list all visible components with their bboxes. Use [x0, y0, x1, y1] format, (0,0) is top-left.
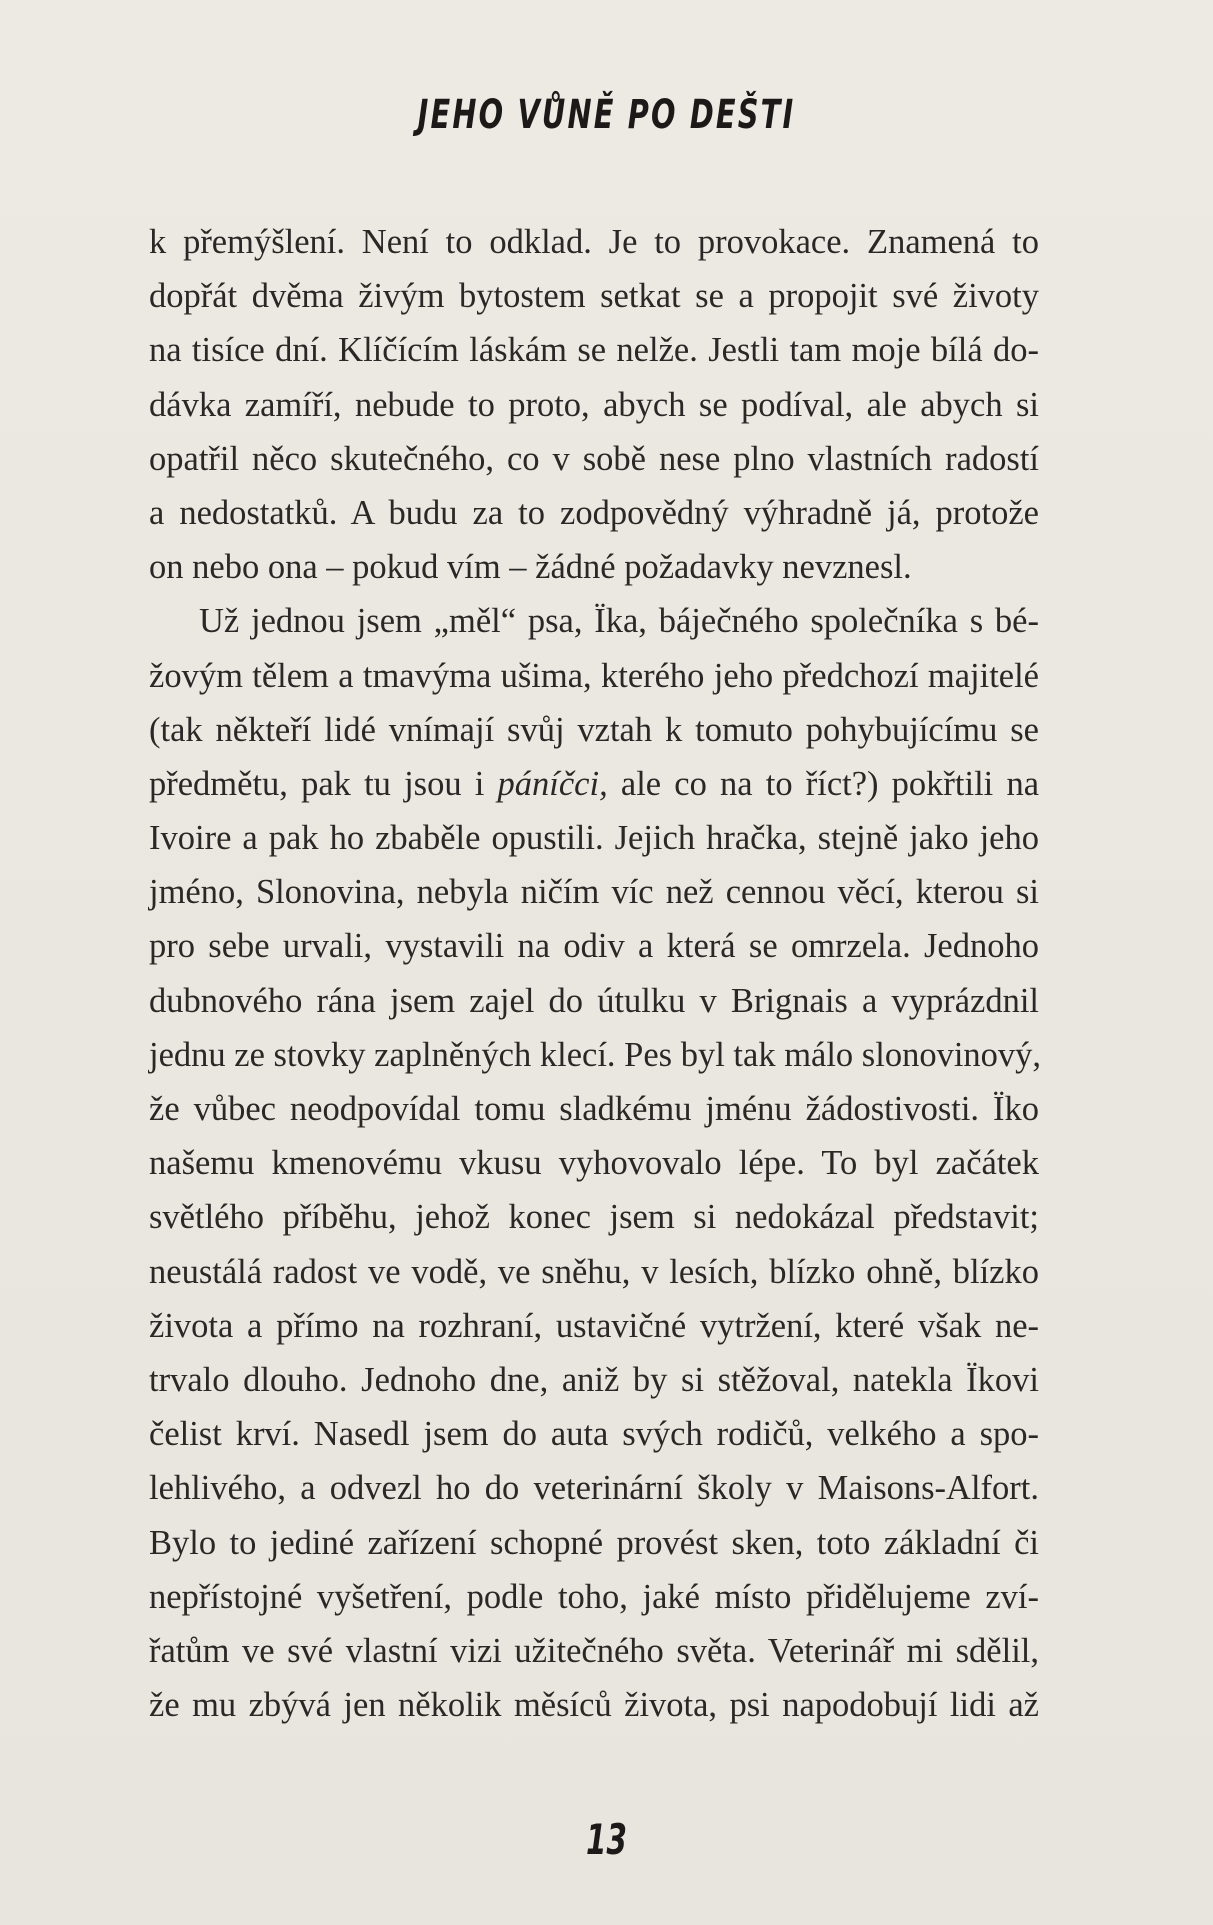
- text-line-with-italic: [149, 757, 1039, 811]
- text-line: dopřát dvěma živým bytostem setkat se a propojit své životy: [149, 277, 1039, 316]
- text-line: dubnového rána jsem zajel do útulku v Brignais a vyprázdnil: [149, 981, 1039, 1020]
- text-line: Ivoire a pak ho zbaběle opustili. Jejich hračka, stejně jako jeho: [149, 819, 1039, 858]
- text-segment: předmětu, pak tu jsou i: [149, 764, 498, 803]
- text-line: nepřístojné vyšetření, podle toho, jaké místo přidělujeme zví-: [149, 1577, 1039, 1616]
- text-line: na tisíce dní. Klíčícím láskám se nelže. Jestli tam moje bílá do-: [149, 331, 1039, 370]
- text-line: že vůbec neodpovídal tomu sladkému jménu žádostivosti. Ïko: [149, 1090, 1039, 1128]
- text-segment: ale co na to říct?) pokřtili na: [607, 764, 1040, 803]
- text-line: že mu zbývá jen několik měsíců života, psi napodobují lidi až: [149, 1686, 1039, 1725]
- page-number: 13: [586, 1815, 627, 1864]
- text-line: Už jednou jsem „měl“ psa, Ïka, báječného společníka s bé-: [199, 602, 1039, 641]
- text-line: čelist krví. Nasedl jsem do auta svých rodičů, velkého a spo-: [149, 1415, 1039, 1454]
- text-line: k přemýšlení. Není to odklad. Je to provokace. Znamená to: [149, 223, 1039, 261]
- italic-word: páníčci,: [497, 764, 608, 803]
- text-line: lehlivého, a odvezl ho do veterinární školy v Maisons-Alfort.: [149, 1469, 1039, 1508]
- text-line: jednu ze stovky zaplněných klecí. Pes byl tak málo slonovinový,: [149, 1035, 1042, 1074]
- text-line: našemu kmenovému vkusu vyhovovalo lépe. To byl začátek: [149, 1144, 1039, 1183]
- text-line: řatům ve své vlastní vizi užitečného světa. Veterinář mi sdělil,: [149, 1631, 1039, 1670]
- running-head: JEHO VŮNĚ PO DEŠTI: [417, 92, 796, 138]
- text-line: opatřil něco skutečného, co v sobě nese plno vlastních radostí: [149, 439, 1039, 478]
- text-line: pro sebe urvali, vystavili na odiv a která se omrzela. Jednoho: [149, 927, 1039, 966]
- text-line: jméno, Slonovina, nebyla ničím víc než cennou věcí, kterou si: [149, 873, 1039, 912]
- text-line: trvalo dlouho. Jednoho dne, aniž by si stěžoval, natekla Ïkovi: [149, 1360, 1039, 1399]
- text-line: Bylo to jediné zařízení schopné provést sken, toto základní či: [149, 1523, 1039, 1562]
- body-text: [149, 215, 1042, 1732]
- text-line: světlého příběhu, jehož konec jsem si nedokázal představit;: [149, 1198, 1039, 1237]
- text-line: neustálá radost ve vodě, ve sněhu, v lesích, blízko ohně, blízko: [149, 1252, 1039, 1291]
- text-line: žovým tělem a tmavýma ušima, kterého jeho předchozí majitelé: [149, 656, 1039, 695]
- text-line: on nebo ona – pokud vím – žádné požadavky nevznesl.: [149, 548, 912, 587]
- text-line: a nedostatků. A budu za to zodpovědný výhradně já, protože: [149, 493, 1039, 532]
- text-line: (tak někteří lidé vnímají svůj vztah k tomuto pohybujícímu se: [149, 710, 1039, 749]
- text-line: dávka zamíří, nebude to proto, abych se podíval, ale abych si: [149, 385, 1039, 424]
- text-line: života a přímo na rozhraní, ustavičné vytržení, které však ne-: [149, 1306, 1039, 1345]
